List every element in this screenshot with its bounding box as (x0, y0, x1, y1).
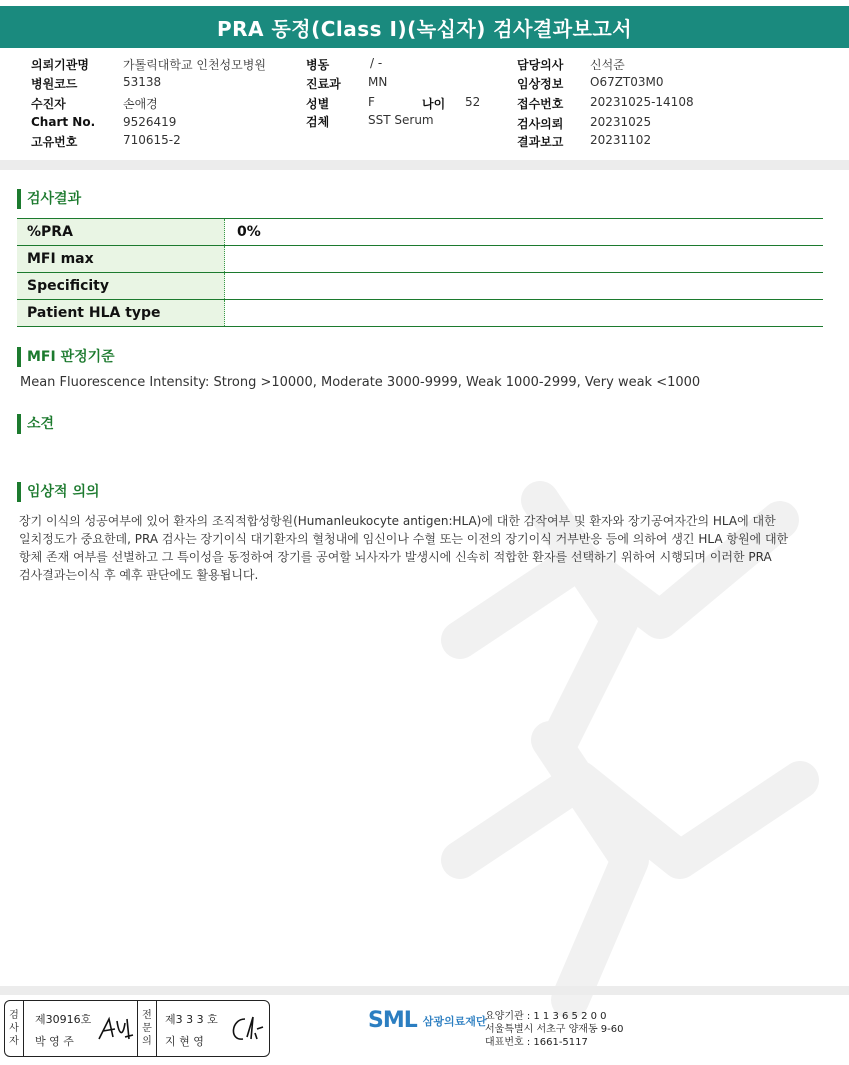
age-label: 나이 (422, 97, 446, 111)
lab-address: 서울특별시 서초구 양재동 9-60 (485, 1024, 624, 1035)
sml-logo-text: SML (368, 1008, 417, 1033)
ward-value: / - (370, 56, 383, 70)
results-table (17, 218, 823, 327)
sml-logo (368, 1008, 487, 1033)
request-date-label: 검사의뢰 (517, 117, 564, 131)
clinical-significance-text (19, 512, 809, 584)
inspector-signature (97, 1013, 135, 1045)
result-key: Patient HLA type (17, 300, 225, 327)
receipt-no-label: 접수번호 (517, 97, 564, 111)
section-results-heading: 검사결과 (17, 189, 81, 209)
footer-divider (0, 986, 849, 995)
clinical-info-label: 임상정보 (517, 77, 564, 91)
hospital-code-label: 병원코드 (31, 77, 78, 91)
specimen-value: SST Serum (368, 113, 434, 127)
age-value: 52 (465, 95, 481, 109)
institution-label: 의뢰기관명 (31, 58, 89, 72)
report-date-label: 결과보고 (517, 135, 564, 149)
specialist-label: 전 문 의 (138, 1001, 157, 1056)
table-row (17, 273, 823, 300)
report-title: PRA 동정(Class I)(녹십자) 검사결과보고서 (0, 6, 849, 48)
table-row (17, 300, 823, 327)
clinical-line: 항체 존재 여부를 선별하고 그 특이성을 동정하여 장기를 공여할 뇌사자가 발생시에 신속히 적합한 환자를 선택하기 위하여 시행되며 이러한 PRA (19, 550, 772, 564)
lab-contact-info (485, 1010, 624, 1049)
chart-no-label: Chart No. (31, 115, 96, 129)
foundation-name: 삼광의료재단 (422, 1014, 487, 1028)
institution-number: 요양기관 : 1 1 3 6 5 2 0 0 (485, 1011, 607, 1022)
dept-label: 진료과 (306, 77, 341, 91)
specialist-license-no: 제3 3 3 호 (165, 1013, 218, 1026)
sex-label: 성별 (306, 97, 330, 111)
header-divider (0, 160, 849, 170)
patient-value: 손애경 (123, 97, 158, 111)
unique-no-label: 고유번호 (31, 135, 78, 149)
section-opinion-heading: 소견 (17, 414, 54, 434)
specialist-signature (227, 1013, 265, 1045)
result-value: 0% (225, 219, 824, 246)
result-value (225, 300, 824, 327)
result-value (225, 273, 824, 300)
mfi-criteria-text: Mean Fluorescence Intensity: Strong >10000, Moderate 3000-9999, Weak 1000-2999, Very weak <1000 (20, 375, 701, 390)
receipt-no-value: 20231025-14108 (590, 95, 694, 109)
table-row (17, 246, 823, 273)
patient-label: 수진자 (31, 97, 66, 111)
clinical-line: 장기 이식의 성공여부에 있어 환자의 조직적합성항원(Humanleukocyte antigen:HLA)에 대한 감작여부 및 환자와 장기공여자간의 HLA에 대한 (19, 514, 776, 528)
clinical-line: 일치정도가 중요한데, PRA 검사는 장기이식 대기환자의 혈청내에 임신이나 수혈 또는 이전의 장기이식 거부반응 등에 의하여 생긴 HLA 항원에 대한 (19, 532, 789, 546)
clinical-line: 검사결과는이식 후 예후 판단에도 활용됩니다. (19, 568, 259, 582)
result-key: MFI max (17, 246, 225, 273)
chart-no-value: 9526419 (123, 115, 177, 129)
institution-value: 가톨릭대학교 인천성모병원 (123, 58, 266, 72)
ward-label: 병동 (306, 58, 330, 72)
result-key: Specificity (17, 273, 225, 300)
result-value (225, 246, 824, 273)
doctor-value: 신석준 (590, 58, 625, 72)
section-clinical-heading: 임상적 의의 (17, 482, 100, 502)
patient-info (0, 56, 849, 152)
clinical-info-value: O67ZT03M0 (590, 75, 664, 89)
signature-box (4, 1000, 270, 1057)
report-date-value: 20231102 (590, 133, 652, 147)
lab-phone: 대표번호 : 1661-5117 (485, 1037, 588, 1048)
inspector-license-no: 제30916호 (35, 1013, 92, 1026)
unique-no-value: 710615-2 (123, 133, 181, 147)
sex-value: F (368, 95, 375, 109)
specialist-name: 지 현 영 (165, 1035, 204, 1048)
doctor-label: 담당의사 (517, 58, 564, 72)
inspector-label: 검 사 자 (5, 1001, 24, 1056)
inspector-name: 박 영 주 (35, 1035, 74, 1048)
hospital-code-value: 53138 (123, 75, 162, 89)
dept-value: MN (368, 75, 388, 89)
section-mfi-heading: MFI 판정기준 (17, 347, 115, 367)
table-row (17, 219, 823, 246)
specimen-label: 검체 (306, 115, 330, 129)
request-date-value: 20231025 (590, 115, 652, 129)
result-key: %PRA (17, 219, 225, 246)
